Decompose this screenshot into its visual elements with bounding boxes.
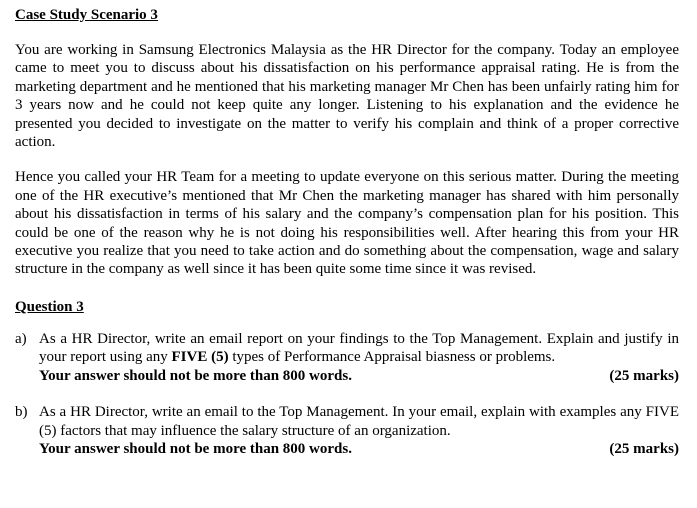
word-limit: Your answer should not be more than 800 words. — [39, 367, 352, 384]
item-requirement-row — [39, 440, 679, 458]
word-limit: Your answer should not be more than 800 words. — [39, 440, 352, 457]
item-marker: b) — [15, 404, 28, 421]
scenario-paragraph-1: You are working in Samsung Electronics Malaysia as the HR Director for the company. Today an employee came to meet you to discuss about his dissatisfaction on his performance appraisal rating. He is from the marketing department and he mentioned that his marketing manager Mr Chen has been unfairly rating him for 3 years now and he could not keep quite any longer. Listening to his explanation and the evidence he presented you decided to investigate on the matter to verify his complain and think of a proper corrective action. — [15, 42, 679, 151]
item-text: As a HR Director, write an email to the Top Management. In your email, explain with examples any FIVE (5) factors that may influence the salary structure of an organization. — [39, 404, 679, 439]
question-title: Question 3 — [15, 298, 84, 315]
item-body — [39, 403, 679, 458]
document-page — [15, 6, 679, 458]
item-text-before: As a HR Director, write an email report on your findings to the Top Management. Explain and justify in your report using any — [39, 330, 679, 366]
scenario-paragraph-2: Hence you called your HR Team for a meeting to update everyone on this serious matter. During the meeting one of the HR executive’s mentioned that Mr Chen the marketing manager has shared with him personally about his dissatisfaction in terms of his salary and the company’s compensation plan for his position. This could be one of the reason why he is not doing his responsibilities well. After hearing this from your HR executive you realize that you need to take action and do something about the compensation, wage and salary structure in the company as well since it has been quite some time since it was revised. — [15, 169, 679, 278]
question-item-b — [15, 403, 679, 458]
item-body — [39, 330, 679, 385]
item-text-after: types of Performance Appraisal biasness or problems. — [228, 349, 556, 366]
marks-label: (25 marks) — [609, 440, 679, 457]
item-text-bold: FIVE (5) — [171, 349, 229, 366]
marks-label: (25 marks) — [609, 367, 679, 384]
question-item-a — [15, 330, 679, 385]
item-text — [39, 330, 679, 367]
item-requirement-row — [39, 367, 679, 385]
scenario-title: Case Study Scenario 3 — [15, 7, 158, 23]
item-marker: a) — [15, 330, 27, 347]
